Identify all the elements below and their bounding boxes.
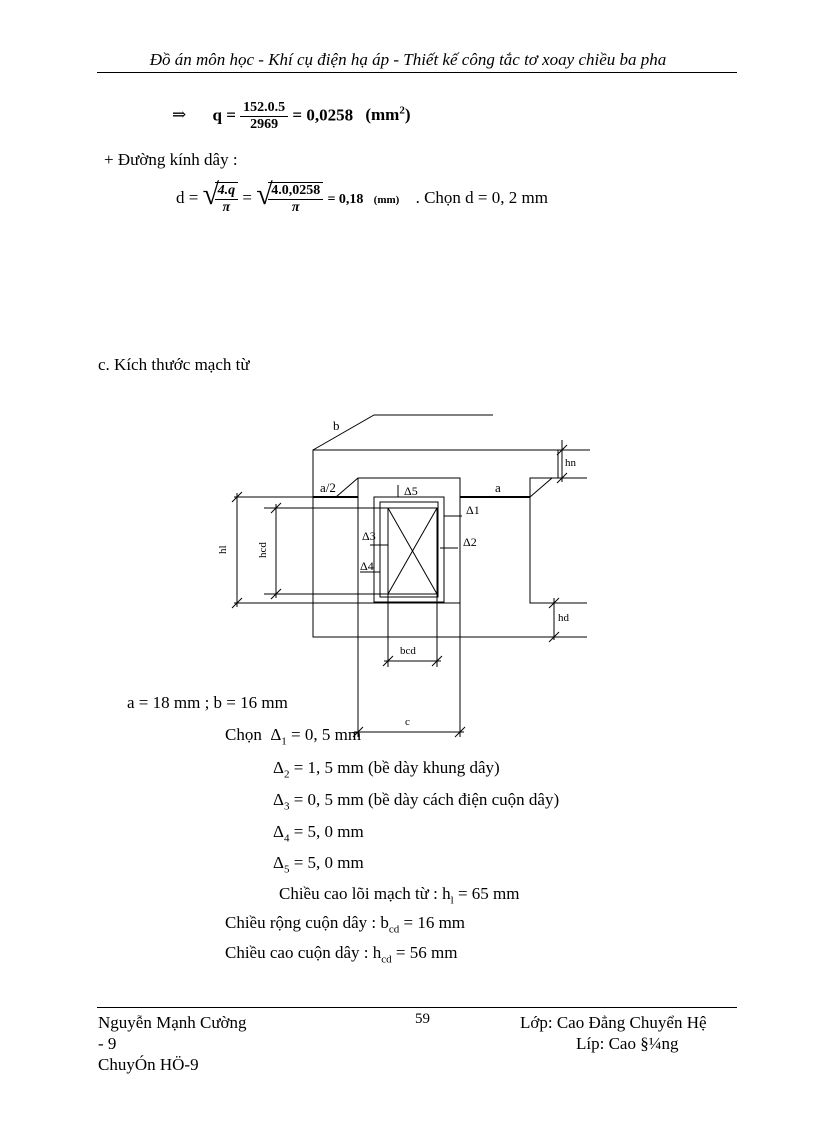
implies-arrow: ⇒ [172,105,187,125]
label-delta3: Δ3 [362,529,376,543]
q-lhs: q = [212,105,236,125]
label-hcd: hcd [257,542,269,558]
footer-author: Nguyễn Mạnh Cường [98,1013,247,1032]
d-lhs: d = [176,187,199,207]
coil-frame [374,497,444,602]
param-coil-height: Chiều cao cuộn dây : $h_{cd} = 56$ mm [225,943,458,966]
param-delta3: $\Delta_3 = 0$, 5 mm (bề dày cách điện cuộn dây) [273,790,560,813]
param-core-height: Chiều cao lõi mạch từ : $h_l = 65$ mm [279,884,520,907]
page-number: 59 [415,1011,430,1027]
param-delta5: $\Delta_5 = 5$, 0 mm [273,853,364,876]
footer-class: Lớp: Cao Đẳng Chuyển Hệ [520,1013,707,1032]
param-coil-width: Chiều rộng cuộn dây : $b_{cd} = 16$ mm [225,913,466,936]
label-a-half: a/2 [320,480,336,495]
footer-rule [97,1007,737,1008]
q-numerator: 152.0.5 [240,100,288,117]
label-delta1: Δ1 [466,503,480,517]
d-unit: (mm) [373,193,400,206]
label-c: c [405,716,410,728]
label-delta2: Δ2 [463,535,477,549]
d-result: = 0,18 [327,191,364,207]
b-dimension-line [313,415,493,450]
label-delta4: Δ4 [360,559,374,573]
label-a: a [495,480,501,495]
q-denominator: 2969 [250,117,279,132]
d-sqrt-1: √ $\frac{4.q}{\pi}$ [203,182,239,216]
label-delta5: Δ5 [404,484,418,498]
d-equals: = [242,187,252,207]
param-delta1: Chọn $\Delta_1 = 0$, 5 mm [225,725,362,748]
label-hn: hn [565,457,576,469]
label-b: b [333,418,340,433]
param-a-b: a = 18 mm ; b = 16 mm [127,693,288,712]
param-delta2: $\Delta_2 = 1$, 5 mm (bề dày khung dây) [273,758,500,781]
d-choice: . Chọn d = 0, 2 mm [415,187,548,207]
q-unit: $(mm^2)$ [365,104,411,125]
page-header: Đồ án môn học - Khí cụ điện hạ áp - Thiết kế công tắc tơ xoay chiều ba pha [149,50,667,69]
footer-class-2: Líp: Cao §¼ng [576,1034,679,1053]
q-result: = 0,0258 [292,105,354,125]
param-delta4: $\Delta_4 = 5$, 0 mm [273,822,364,845]
wire-diameter-label: + Đường kính dây : [104,150,238,169]
d-sqrt-2: √ $\frac{4.0,0258}{\pi}$ [256,182,323,216]
footer-author-2: - 9 [98,1034,117,1053]
footer-author-3: ChuyÓn HÖ-9 [98,1055,199,1074]
section-title: c. Kích thước mạch từ [98,355,250,374]
label-hd: hd [558,612,569,624]
label-bcd: bcd [400,645,416,657]
label-hl: hl [217,545,229,554]
